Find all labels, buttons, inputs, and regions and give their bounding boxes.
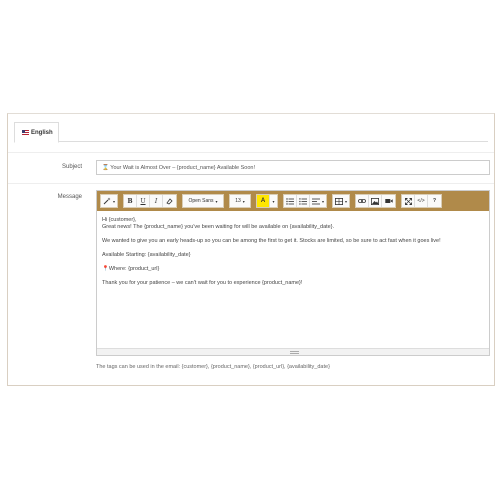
style-group bbox=[100, 194, 118, 208]
chevron-down-icon: ▾ bbox=[272, 198, 275, 204]
font-family-select[interactable] bbox=[183, 195, 223, 207]
video-icon bbox=[385, 198, 393, 204]
magic-wand-icon bbox=[103, 197, 111, 205]
help-button[interactable] bbox=[428, 195, 441, 207]
chevron-down-icon: ▾ bbox=[215, 198, 218, 204]
resize-grip-icon[interactable] bbox=[290, 351, 299, 354]
table-button[interactable] bbox=[333, 195, 349, 207]
editor-content[interactable] bbox=[102, 217, 484, 287]
eraser-button[interactable] bbox=[163, 195, 176, 207]
font-family-group bbox=[182, 194, 224, 208]
message-line: We wanted to give you an early heads-up so you can be among the first to get it. Stocks are limited, so be sure to act fast when it goes live! bbox=[102, 238, 441, 244]
message-line: Hi {customer}, bbox=[102, 217, 137, 223]
text-color-button[interactable]: A bbox=[257, 195, 270, 207]
image-button[interactable] bbox=[369, 195, 382, 207]
tab-english[interactable] bbox=[14, 122, 59, 143]
message-label: Message bbox=[57, 194, 82, 200]
language-tabs bbox=[14, 122, 488, 142]
message-line: Great news! The {product_name} you've been waiting for will be available on {availability_date}. bbox=[102, 224, 335, 230]
image-icon bbox=[371, 198, 379, 205]
chevron-down-icon: ▾ bbox=[113, 198, 116, 204]
ordered-list-button[interactable] bbox=[297, 195, 310, 207]
subject-input[interactable] bbox=[96, 160, 490, 175]
eraser-icon bbox=[166, 198, 173, 205]
email-template-panel bbox=[7, 113, 495, 386]
font-family-value: Open Sans bbox=[188, 198, 214, 204]
chevron-down-icon: ▾ bbox=[322, 198, 325, 204]
subject-label: Subject bbox=[61, 164, 82, 170]
us-flag-icon bbox=[22, 130, 29, 135]
numbered-list-icon bbox=[299, 198, 307, 205]
unordered-list-button[interactable] bbox=[284, 195, 297, 207]
tab-label: English bbox=[31, 129, 53, 136]
magic-wand-button[interactable] bbox=[101, 195, 117, 207]
question-icon: ? bbox=[433, 198, 437, 204]
blank-line bbox=[102, 273, 484, 280]
rich-text-editor bbox=[96, 190, 490, 356]
code-view-button[interactable] bbox=[415, 195, 428, 207]
message-line: Thank you for your patience – we can't wait for you to experience {product_name}! bbox=[102, 280, 303, 286]
message-line: 📍Where: {product_url} bbox=[102, 266, 160, 272]
font-style-group bbox=[123, 194, 177, 208]
table-group bbox=[332, 194, 350, 208]
video-button[interactable] bbox=[382, 195, 395, 207]
tags-help-text: The tags can be used in the email: {customer}, {product_name}, {product_url}, {availability_date} bbox=[96, 364, 330, 370]
view-group bbox=[401, 194, 442, 208]
fullscreen-button[interactable] bbox=[402, 195, 415, 207]
font-size-select[interactable] bbox=[230, 195, 250, 207]
subject-value: ⌛ Your Wait is Almost Over – {product_name} Available Soon! bbox=[102, 164, 255, 171]
editor-resize-bar[interactable] bbox=[97, 348, 489, 355]
underline-button[interactable]: U bbox=[137, 195, 150, 207]
link-icon bbox=[358, 198, 366, 204]
font-size-value: 13 bbox=[235, 198, 241, 204]
align-left-icon bbox=[312, 198, 320, 205]
table-icon bbox=[335, 198, 343, 205]
bullet-list-icon bbox=[286, 198, 294, 205]
insert-group bbox=[355, 194, 396, 208]
divider bbox=[8, 152, 494, 153]
color-dropdown[interactable] bbox=[270, 195, 277, 207]
color-group bbox=[256, 194, 278, 208]
editor-toolbar bbox=[97, 191, 489, 211]
chevron-down-icon: ▾ bbox=[345, 198, 348, 204]
bold-button[interactable]: B bbox=[124, 195, 137, 207]
blank-line bbox=[102, 259, 484, 266]
font-size-group bbox=[229, 194, 251, 208]
blank-line bbox=[102, 245, 484, 252]
divider bbox=[8, 183, 494, 184]
paragraph-group bbox=[283, 194, 327, 208]
fullscreen-icon bbox=[405, 198, 412, 205]
align-button[interactable] bbox=[310, 195, 326, 207]
chevron-down-icon: ▾ bbox=[242, 198, 245, 204]
italic-button[interactable]: I bbox=[150, 195, 163, 207]
code-icon: </> bbox=[417, 198, 425, 204]
message-line: Available Starting: {availability_date} bbox=[102, 252, 191, 258]
link-button[interactable] bbox=[356, 195, 369, 207]
blank-line bbox=[102, 231, 484, 238]
